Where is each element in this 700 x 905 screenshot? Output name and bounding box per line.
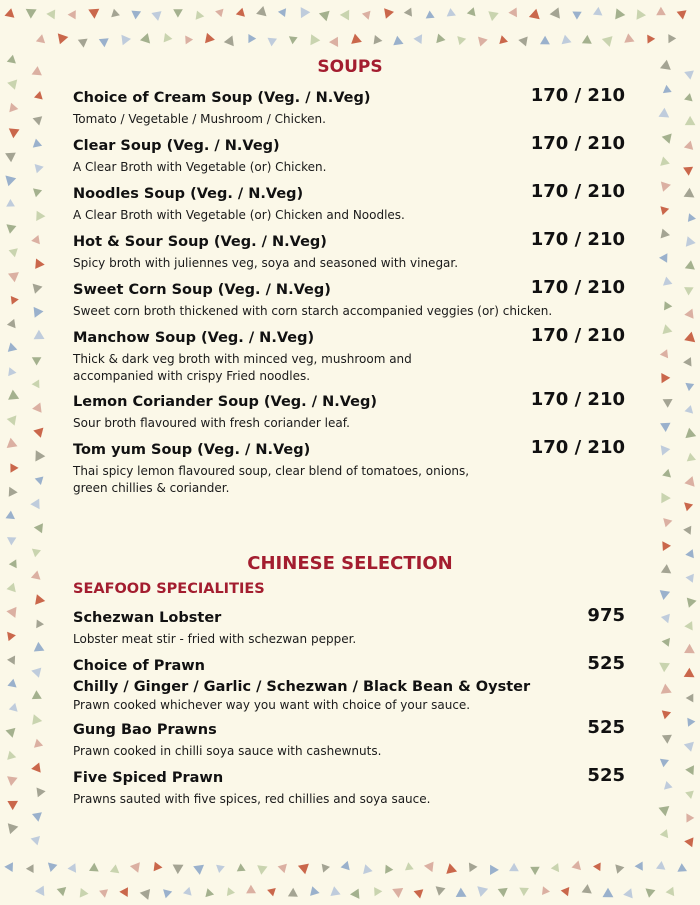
menu-item bbox=[73, 717, 625, 760]
item-description: Tomato / Vegetable / Mushroom / Chicken. bbox=[73, 112, 326, 126]
item-name: Clear Soup (Veg. / N.Veg) bbox=[73, 138, 280, 154]
menu-item bbox=[73, 389, 625, 432]
item-name: Manchow Soup (Veg. / N.Veg) bbox=[73, 330, 315, 346]
menu-item bbox=[73, 437, 625, 497]
menu-item bbox=[73, 85, 625, 128]
item-price: 170 / 210 bbox=[530, 229, 625, 250]
menu-item bbox=[73, 765, 625, 808]
item-name: Hot & Sour Soup (Veg. / N.Veg) bbox=[73, 234, 327, 250]
item-name: Five Spiced Prawn bbox=[73, 770, 224, 786]
item-description: A Clear Broth with Vegetable (or) Chicken and Noodles. bbox=[73, 208, 405, 222]
item-name: Choice of Cream Soup (Veg. / N.Veg) bbox=[73, 90, 371, 106]
item-description-line: Thick & dark veg broth with minced veg, mushroom and bbox=[73, 352, 412, 366]
item-description: Prawn cooked whichever way you want with choice of your sauce. bbox=[73, 698, 471, 712]
item-price: 170 / 210 bbox=[530, 133, 625, 154]
item-price: 170 / 210 bbox=[530, 277, 625, 298]
item-description: Prawns sauted with five spices, red chillies and soya sauce. bbox=[73, 792, 431, 806]
item-name: Schezwan Lobster bbox=[73, 610, 222, 626]
item-price: 170 / 210 bbox=[530, 181, 625, 202]
item-description-line: accompanied with crispy Fried noodles. bbox=[73, 369, 311, 383]
item-description-line: Thai spicy lemon flavoured soup, clear blend of tomatoes, onions, bbox=[73, 464, 470, 478]
item-price: 170 / 210 bbox=[530, 85, 625, 106]
menu-item bbox=[73, 605, 625, 648]
item-price: 170 / 210 bbox=[530, 389, 625, 410]
menu-item bbox=[73, 325, 625, 385]
menu-item bbox=[73, 653, 625, 714]
item-name: Noodles Soup (Veg. / N.Veg) bbox=[73, 186, 304, 202]
item-description: A Clear Broth with Vegetable (or) Chicken. bbox=[73, 160, 327, 174]
item-price: 170 / 210 bbox=[530, 325, 625, 346]
item-description bbox=[73, 463, 625, 497]
item-description: Spicy broth with juliennes veg, soya and seasoned with vinegar. bbox=[73, 256, 459, 270]
section-subtitle-seafood: SEAFOOD SPECIALITIES bbox=[73, 581, 265, 597]
item-sauce-options: Chilly / Ginger / Garlic / Schezwan / Black Bean & Oyster bbox=[73, 679, 531, 695]
menu-item bbox=[73, 133, 625, 176]
menu-item bbox=[73, 181, 625, 224]
menu-item bbox=[73, 229, 625, 272]
item-name: Choice of Prawn bbox=[73, 658, 205, 674]
item-description bbox=[73, 351, 625, 385]
item-description: Sour broth flavoured with fresh coriander leaf. bbox=[73, 416, 350, 430]
item-description: Lobster meat stir - fried with schezwan pepper. bbox=[73, 632, 357, 646]
item-name: Gung Bao Prawns bbox=[73, 722, 217, 738]
item-price: 525 bbox=[587, 717, 625, 738]
item-price: 975 bbox=[587, 605, 625, 626]
item-description-line: green chillies & coriander. bbox=[73, 481, 230, 495]
item-price: 170 / 210 bbox=[530, 437, 625, 458]
item-price: 525 bbox=[587, 765, 625, 786]
item-name: Tom yum Soup (Veg. / N.Veg) bbox=[73, 442, 311, 458]
section-title-chinese: CHINESE SELECTION bbox=[247, 553, 453, 574]
menu-item bbox=[73, 277, 625, 320]
item-description: Prawn cooked in chilli soya sauce with cashewnuts. bbox=[73, 744, 382, 758]
item-price: 525 bbox=[587, 653, 625, 674]
section-title-soups: SOUPS bbox=[317, 57, 383, 77]
item-description: Sweet corn broth thickened with corn starch accompanied veggies (or) chicken. bbox=[73, 304, 553, 318]
item-name: Lemon Coriander Soup (Veg. / N.Veg) bbox=[73, 394, 377, 410]
item-name: Sweet Corn Soup (Veg. / N.Veg) bbox=[73, 282, 331, 298]
